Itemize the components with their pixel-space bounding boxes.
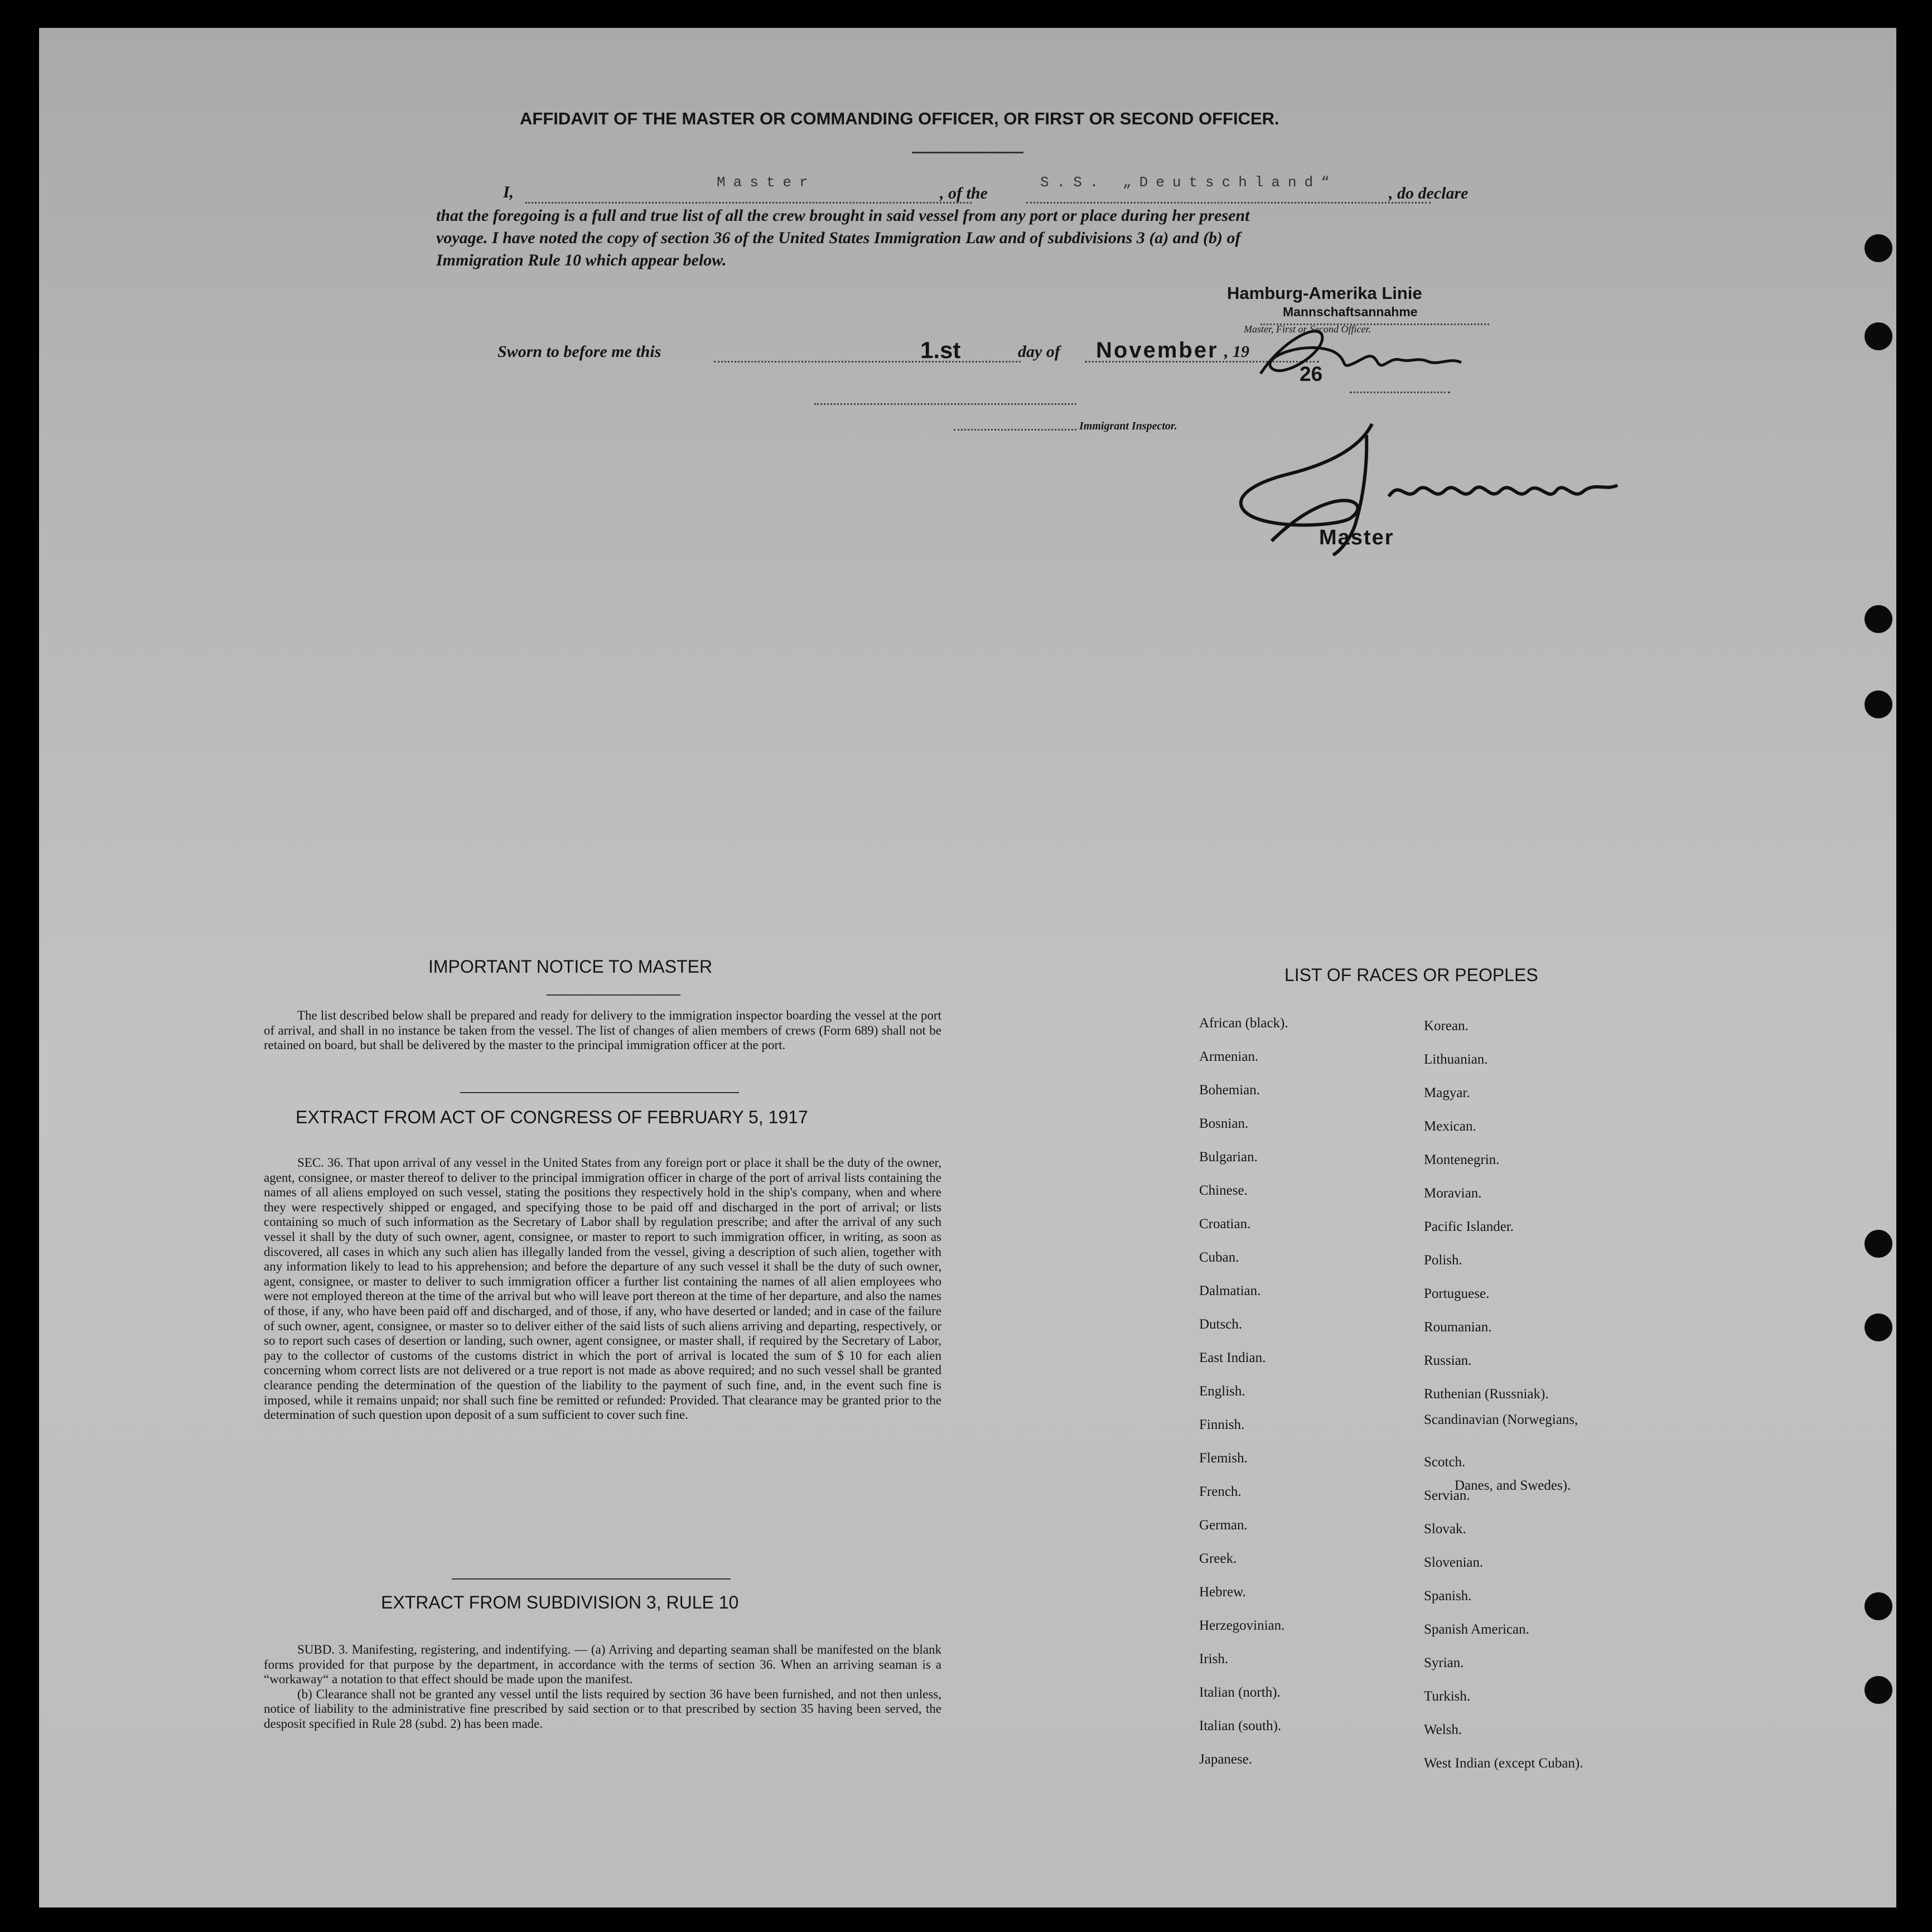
- race-item: Scandinavian (Norwegians,: [1424, 1412, 1578, 1427]
- do-declare-label: , do declare: [1389, 184, 1469, 202]
- race-item: German.: [1199, 1518, 1248, 1533]
- notice-title: IMPORTANT NOTICE TO MASTER: [428, 957, 713, 977]
- race-item: Polish.: [1424, 1253, 1462, 1268]
- race-item: Herzegovinian.: [1199, 1618, 1285, 1633]
- race-item: Turkish.: [1424, 1689, 1471, 1704]
- race-item: Welsh.: [1424, 1722, 1462, 1737]
- act-text: [264, 1156, 941, 1423]
- punch-hole: [1865, 1676, 1892, 1704]
- notice-divider: [460, 1092, 739, 1093]
- race-item: Finnish.: [1199, 1417, 1245, 1432]
- sworn-year: 26: [1300, 363, 1323, 385]
- inspector-signature-line-2: [954, 429, 1076, 431]
- punch-hole: [1865, 1313, 1892, 1341]
- race-item: African (black).: [1199, 1016, 1288, 1031]
- race-item: Servian.: [1424, 1488, 1470, 1503]
- race-item: Cuban.: [1199, 1250, 1239, 1265]
- affidavit-line-1: that the foregoing is a full and true list of all the crew brought in said vessel from any port or place during her present: [436, 206, 1250, 225]
- race-item: Bosnian.: [1199, 1116, 1249, 1131]
- race-item: Flemish.: [1199, 1451, 1248, 1466]
- races-title: LIST OF RACES OR PEOPLES: [1284, 965, 1538, 985]
- vessel-line: [1026, 202, 1431, 204]
- rule-text: [264, 1643, 941, 1732]
- sworn-label: Sworn to before me this: [498, 342, 661, 361]
- race-item: Pacific Islander.: [1424, 1219, 1514, 1234]
- race-item: Chinese.: [1199, 1183, 1248, 1198]
- race-item: Japanese.: [1199, 1752, 1253, 1767]
- year-prefix: , 19: [1224, 342, 1249, 361]
- race-item: Roumanian.: [1424, 1320, 1492, 1335]
- race-item: Moravian.: [1424, 1186, 1482, 1201]
- race-item: Bulgarian.: [1199, 1149, 1258, 1165]
- affidavit-line-3: Immigration Rule 10 which appear below.: [436, 251, 727, 269]
- rule-title: EXTRACT FROM SUBDIVISION 3, RULE 10: [381, 1592, 739, 1612]
- race-item: Croatian.: [1199, 1216, 1251, 1231]
- race-item: English.: [1199, 1384, 1245, 1399]
- act-title: EXTRACT FROM ACT OF CONGRESS OF FEBRUARY 5, 1917: [296, 1107, 808, 1127]
- race-item: Dalmatian.: [1199, 1283, 1261, 1298]
- of-the-label: , of the: [940, 184, 988, 202]
- officer-handwritten-signature: [1238, 318, 1472, 396]
- race-item: Italian (south).: [1199, 1718, 1282, 1733]
- race-item: Armenian.: [1199, 1049, 1259, 1064]
- race-item: Slovak.: [1424, 1522, 1466, 1537]
- company-stamp: Hamburg-Amerika Linie: [1227, 283, 1422, 303]
- act-paragraph: SEC. 36. That upon arrival of any vessel in the United States from any foreign port or place it shall be the duty of the owner, agent, consignee, or master thereof to deliver to the principal immigration officer in charge of the port of arrival lists containing the names of all aliens employed on such vessel, stating the positions they respectively hold in the ship's company, when and where they were respectively shipped or engaged, and specifying those to be paid off and discharged in the port of arrival; or lists containing so much of such information as the Secretary of Labor shall by regulation prescribe; and after the arrival of any such vessel it shall by the duty of such owner, agent, consignee, or master to report to such immigration officer, in writing, as soon as discovered, all cases in which any such alien has illegally landed from the vessel, giving a description of such alien, together with any information likely to lead to his apprehension; and before the departure of any such vessel it shall be the duty of such owner, agent, consignee, or master to deliver to such immigration officer a further list containing the names of all alien employees who were not employed thereon at the time of the arrival but who will leave port thereon at the time of her departure, and also the names of those, if any, who have been paid off and discharged, and of those, if any, who have deserted or landed; and in case of the failure of such owner, agent, consignee, or master so to deliver either of the said lists of such aliens arriving and departing, respectively, or so to report such cases of desertion or landing, such owner, agent consignee, or master shall, if required by the Secretary of Labor, pay to the collector of customs of the customs district in which the port of arrival is located the sum of $ 10 for each alien concerning whom correct lists are not delivered or a true report is not made as above required; and no such vessel shall be granted clearance pending the determination of the question of the liability to the payment of such fine, and, in the event such fine is imposed, while it remains unpaid; nor shall such fine be remitted or refunded: Provided. That clearance may be granted prior to the determination of such question upon deposit of a sum sufficient to cover such fine.: [264, 1156, 941, 1422]
- race-item: Ruthenian (Russniak).: [1424, 1387, 1549, 1402]
- race-item: Montenegrin.: [1424, 1152, 1500, 1167]
- vessel-name: S.S. „Deutschland“: [1040, 174, 1337, 191]
- rule-paragraph-b: (b) Clearance shall not be granted any vessel until the lists required by section 36 have been furnished, and not then unless, notice of liability to the administrative fine prescribed by said section or to that prescribed by section 35 having been served, the desposit specified in Rule 28 (subd. 2) has been made.: [264, 1687, 941, 1731]
- sworn-day: 1.st: [920, 337, 961, 363]
- title-underline: [912, 152, 1023, 153]
- race-item: Spanish American.: [1424, 1622, 1529, 1637]
- notice-paragraph: The list described below shall be prepared and ready for delivery to the immigration inspector boarding the vessel at the port of arrival, and shall in no instance be taken from the vessel. The list of changes of alien members of crews (Form 689) shall not be retained on board, but shall be delivered by the master to the principal immigration officer at the port.: [264, 1008, 941, 1052]
- punch-hole: [1865, 234, 1892, 262]
- race-item: Slovenian.: [1424, 1555, 1484, 1570]
- officer-caption: Master, First or Second Officer.: [1244, 323, 1371, 335]
- race-item: West Indian (except Cuban).: [1424, 1756, 1583, 1771]
- company-stamp-dept: Mannschaftsannahme: [1283, 305, 1418, 319]
- punch-hole: [1865, 690, 1892, 718]
- master-signature: [1221, 413, 1623, 574]
- race-item: Lithuanian.: [1424, 1052, 1488, 1067]
- race-item: Bohemian.: [1199, 1083, 1260, 1098]
- sworn-month: November: [1096, 338, 1219, 363]
- race-item: Russian.: [1424, 1353, 1472, 1368]
- race-item: Scotch.: [1424, 1455, 1466, 1470]
- rule-paragraph-a: SUBD. 3. Manifesting, registering, and indentifying. — (a) Arriving and departing seaman shall be manifested on the blank forms provided for that purpose by the department, in accordance with the terms of section 36. When an arriving seaman is a “workaway“ a notation to that effect should be made upon the manifest.: [264, 1643, 941, 1687]
- race-item: Spanish.: [1424, 1588, 1472, 1603]
- punch-hole: [1865, 1230, 1892, 1258]
- i-label: I,: [503, 183, 514, 201]
- sworn-day-line: [714, 361, 1021, 363]
- master-handwritten: Master: [717, 174, 816, 191]
- act-divider: [452, 1578, 731, 1580]
- day-of-label: day of: [1018, 342, 1060, 361]
- races-column-2: [1424, 1010, 1583, 1780]
- race-item: Magyar.: [1424, 1085, 1470, 1100]
- master-name-line: [525, 202, 972, 204]
- punch-hole: [1865, 1592, 1892, 1620]
- race-item: East Indian.: [1199, 1350, 1266, 1365]
- notice-text: [264, 1008, 941, 1053]
- race-item-continuation: Danes, and Swedes).: [1455, 1478, 1571, 1493]
- race-item: Italian (north).: [1199, 1685, 1281, 1700]
- affidavit-line-2: voyage. I have noted the copy of section 36 of the United States Immigration Law and of subdivisions 3 (a) and (b) of: [436, 229, 1241, 247]
- punch-hole: [1865, 605, 1892, 633]
- race-item: Mexican.: [1424, 1119, 1476, 1134]
- race-item: Dutsch.: [1199, 1317, 1243, 1332]
- race-item: French.: [1199, 1484, 1242, 1499]
- race-item: Korean.: [1424, 1018, 1469, 1033]
- notice-title-underline: [547, 994, 680, 996]
- punch-hole: [1865, 322, 1892, 350]
- signature-title: Master: [1319, 526, 1394, 549]
- race-item: Hebrew.: [1199, 1585, 1246, 1600]
- inspector-signature-line-1: [814, 403, 1076, 405]
- race-item: Syrian.: [1424, 1655, 1464, 1670]
- race-item: Irish.: [1199, 1651, 1229, 1667]
- races-column-1: [1199, 1007, 1288, 1776]
- affidavit-title: AFFIDAVIT OF THE MASTER OR COMMANDING OFFICER, OR FIRST OR SECOND OFFICER.: [520, 109, 1279, 128]
- inspector-caption: Immigrant Inspector.: [1079, 420, 1177, 432]
- race-item: Portuguese.: [1424, 1286, 1490, 1301]
- race-item: Greek.: [1199, 1551, 1237, 1566]
- manifest-page: [39, 28, 1896, 1907]
